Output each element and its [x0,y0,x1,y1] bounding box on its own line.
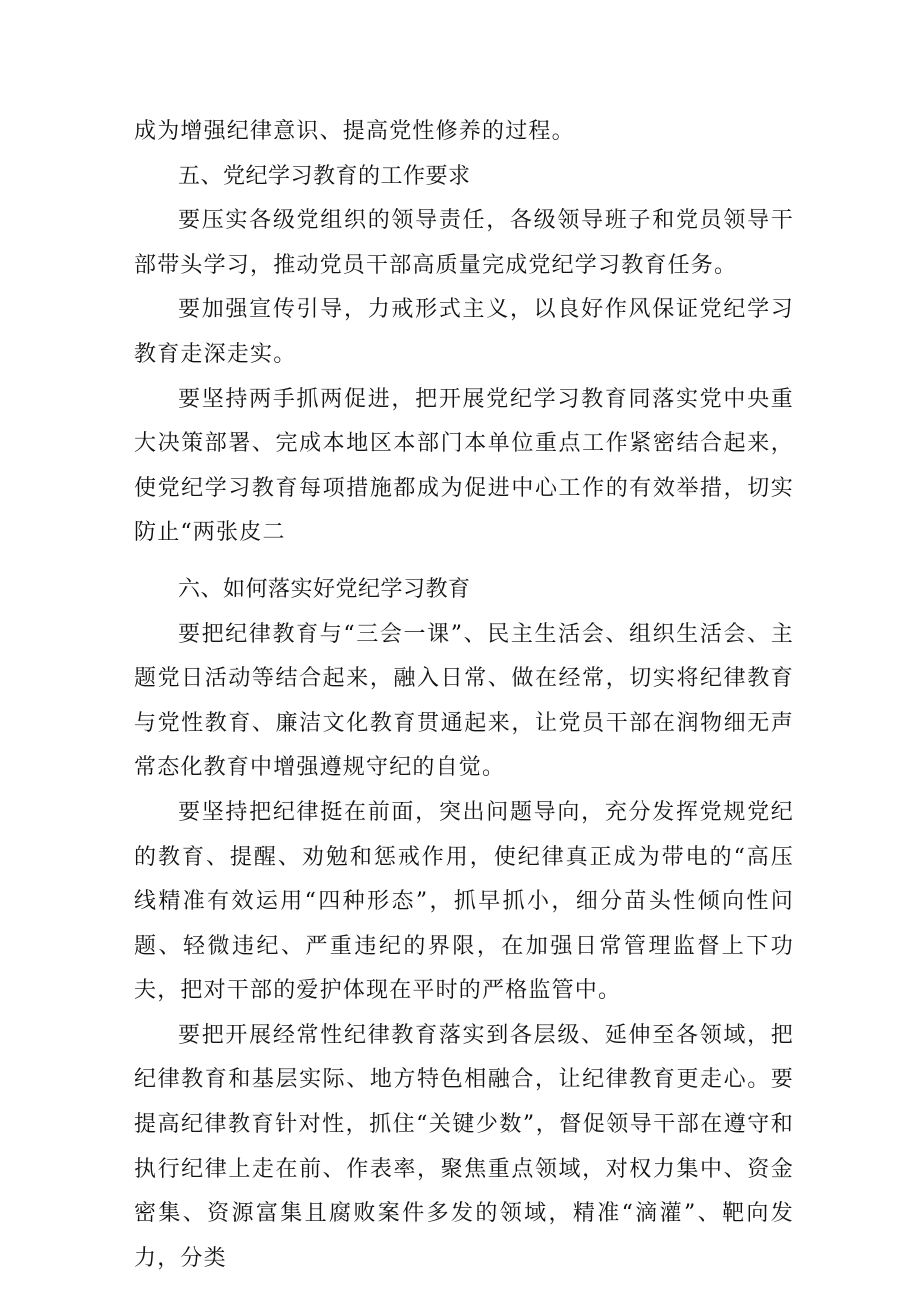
section-6-paragraph-3: 要把开展经常性纪律教育落实到各层级、延伸至各领域，把纪律教育和基层实际、地方特色相融合，让纪律教育更走心。要提高纪律教育针对性，抓住“关键少数”，督促领导干部在遵守和执行纪律上走在前、作表率，聚焦重点领域，对权力集中、资金密集、资源富集且腐败案件多发的领域，精准“滴灌”、靶向发力，分类 [134,1022,794,1271]
section-5-paragraph-1: 要压实各级党组织的领导责任，各级领导班子和党员领导干部带头学习，推动党员干部高质量完成党纪学习教育任务。 [134,208,794,278]
section-5-paragraph-3: 要坚持两手抓两促进，把开展党纪学习教育同落实党中央重大决策部署、完成本地区本部门本单位重点工作紧密结合起来，使党纪学习教育每项措施都成为促进中心工作的有效举措，切实防止“两张皮二 [134,386,794,546]
document-body [134,110,794,1281]
section-5-heading: 五、党纪学习教育的工作要求 [178,163,471,189]
section-6-heading: 六、如何落实好党纪学习教育 [178,576,471,602]
section-6-paragraph-1: 要把纪律教育与“三会一课”、民主生活会、组织生活会、主题党日活动等结合起来，融入日常、做在经常，切实将纪律教育与党性教育、廉洁文化教育贯通起来，让党员干部在润物细无声常态化教育中增强遵规守纪的自觉。 [134,621,794,781]
section-6-paragraph-2: 要坚持把纪律挺在前面，突出问题导向，充分发挥党规党纪的教育、提醒、劝勉和惩戒作用，使纪律真正成为带电的“高压线精准有效运用“四种形态”，抓早抓小，细分苗头性倾向性问题、轻微违纪、严重违纪的界限，在加强日常管理监督上下功夫，把对干部的爱护体现在平时的严格监管中。 [134,799,794,1004]
section-5-paragraph-2: 要加强宣传引导，力戒形式主义，以良好作风保证党纪学习教育走深走实。 [134,297,794,367]
intro-tail-paragraph: 成为增强纪律意识、提高党性修养的过程。 [134,119,575,144]
